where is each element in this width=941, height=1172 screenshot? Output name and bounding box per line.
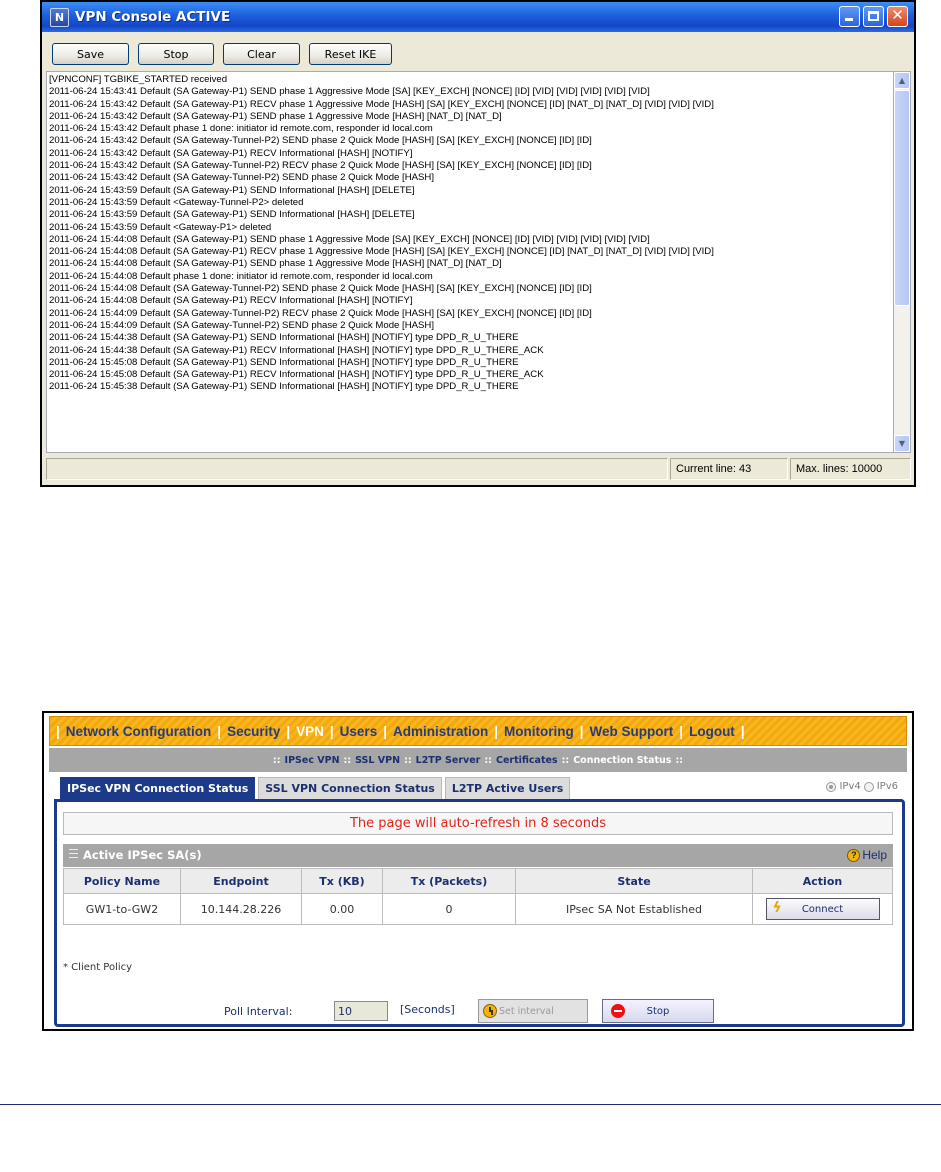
- tab-content: [54, 799, 905, 1027]
- nav-separator: |: [679, 723, 684, 739]
- poll-interval-unit: [Seconds]: [400, 1003, 455, 1016]
- log-output[interactable]: [46, 71, 894, 453]
- page-divider: [0, 1104, 941, 1105]
- col-tx-kb: Tx (KB): [302, 869, 383, 894]
- log-line: 2011-06-24 15:43:41 Default (SA Gateway-P1) SEND phase 1 Aggressive Mode [SA] [KEY_EXCH] [NONCE] [ID] [VID] [VID] [VID] [VID] [VID]: [49, 86, 650, 98]
- clear-button[interactable]: Clear: [223, 43, 300, 65]
- nav-separator: |: [494, 723, 499, 739]
- app-icon: N: [50, 8, 69, 27]
- log-line: 2011-06-24 15:43:42 Default (SA Gateway-P1) RECV Informational [HASH] [NOTIFY]: [49, 147, 413, 159]
- set-interval-button[interactable]: [478, 999, 588, 1023]
- log-line: 2011-06-24 15:43:59 Default (SA Gateway-P1) SEND Informational [HASH] [DELETE]: [49, 209, 415, 221]
- log-line: 2011-06-24 15:44:08 Default phase 1 done: initiator id remote.com, responder id local.com: [49, 270, 433, 282]
- sa-section-title: Active IPSec SA(s): [83, 848, 202, 862]
- connection-status-panel: [42, 711, 914, 1031]
- subnav-separator: ::: [272, 754, 281, 766]
- nav-separator: |: [217, 723, 222, 739]
- log-line: 2011-06-24 15:43:59 Default (SA Gateway-P1) SEND Informational [HASH] [DELETE]: [49, 184, 415, 196]
- main-nav: [49, 716, 907, 746]
- save-button[interactable]: Save: [52, 43, 129, 65]
- log-line: 2011-06-24 15:45:38 Default (SA Gateway-P1) SEND Informational [HASH] [NOTIFY] type DPD_R_U_THERE: [49, 381, 519, 393]
- minimize-button[interactable]: [839, 6, 860, 27]
- log-line: 2011-06-24 15:44:08 Default (SA Gateway-P1) RECV phase 1 Aggressive Mode [HASH] [SA] [KEY_EXCH] [NONCE] [ID] [NAT_D] [NAT_D] [VID] [VID] [VID]: [49, 246, 714, 258]
- col-state: State: [516, 869, 753, 894]
- log-line: 2011-06-24 15:45:08 Default (SA Gateway-P1) SEND Informational [HASH] [NOTIFY] type DPD_R_U_THERE: [49, 356, 519, 368]
- status-empty: [46, 458, 668, 480]
- subnav-item-ssl-vpn[interactable]: SSL VPN: [355, 754, 401, 766]
- nav-item-vpn[interactable]: VPN: [296, 723, 324, 739]
- log-line: 2011-06-24 15:43:42 Default (SA Gateway-Tunnel-P2) SEND phase 2 Quick Mode [HASH] [SA] [KEY_EXCH] [NONCE] [ID] [ID]: [49, 135, 592, 147]
- ip-version-toggle: [826, 781, 898, 792]
- scroll-up-icon[interactable]: ▲: [894, 72, 910, 89]
- sub-nav: [49, 748, 907, 772]
- status-tabs: [60, 777, 570, 799]
- nav-separator: |: [383, 723, 387, 739]
- ipv4-radio[interactable]: [826, 782, 836, 792]
- tx-packets-cell: 0: [383, 894, 516, 925]
- action-cell: [753, 894, 893, 925]
- nav-item-security[interactable]: Security: [227, 723, 281, 739]
- tx-kb-cell: 0.00: [302, 894, 383, 925]
- help-label: Help: [862, 848, 887, 862]
- log-line: 2011-06-24 15:43:42 Default (SA Gateway-P1) SEND phase 1 Aggressive Mode [HASH] [NAT_D] [NAT_D]: [49, 110, 502, 122]
- nav-item-users[interactable]: Users: [339, 723, 378, 739]
- subnav-separator: ::: [343, 754, 352, 766]
- sa-section-header: [63, 844, 893, 867]
- maximize-icon: [868, 11, 879, 21]
- log-line: 2011-06-24 15:43:42 Default (SA Gateway-P1) RECV phase 1 Aggressive Mode [HASH] [SA] [KEY_EXCH] [NONCE] [ID] [NAT_D] [NAT_D] [VID] [VID] [VID]: [49, 98, 714, 110]
- console-toolbar: [52, 43, 392, 65]
- nav-item-monitoring[interactable]: Monitoring: [504, 723, 574, 739]
- help-link[interactable]: [847, 848, 887, 862]
- log-line: 2011-06-24 15:43:42 Default phase 1 done: initiator id remote.com, responder id local.com: [49, 123, 433, 135]
- log-line: 2011-06-24 15:45:08 Default (SA Gateway-P1) RECV Informational [HASH] [NOTIFY] type DPD_R_U_THERE_ACK: [49, 369, 544, 381]
- ipv4-label: IPv4: [839, 781, 861, 792]
- vertical-scrollbar[interactable]: [894, 71, 911, 453]
- connect-button[interactable]: [766, 898, 880, 920]
- tab-ssl-vpn-connection-status[interactable]: SSL VPN Connection Status: [258, 777, 442, 799]
- nav-item-network-configuration[interactable]: Network Configuration: [65, 723, 212, 739]
- subnav-item-connection-status[interactable]: Connection Status: [573, 754, 672, 766]
- nav-separator: |: [56, 723, 60, 739]
- subnav-separator: ::: [675, 754, 684, 766]
- nav-separator: |: [329, 723, 334, 739]
- subnav-separator: ::: [561, 754, 570, 766]
- sa-table: [63, 868, 893, 925]
- window-title: VPN Console ACTIVE: [75, 9, 231, 25]
- clock-icon: [483, 1004, 497, 1018]
- log-line: 2011-06-24 15:44:08 Default (SA Gateway-Tunnel-P2) SEND phase 2 Quick Mode [HASH] [SA] [KEY_EXCH] [NONCE] [ID] [ID]: [49, 283, 592, 295]
- table-row: [64, 894, 893, 925]
- log-line: 2011-06-24 15:44:08 Default (SA Gateway-P1) SEND phase 1 Aggressive Mode [SA] [KEY_EXCH] [NONCE] [ID] [VID] [VID] [VID] [VID] [VID]: [49, 233, 650, 245]
- log-line: [VPNCONF] TGBIKE_STARTED received: [49, 74, 228, 85]
- stop-polling-button[interactable]: [602, 999, 714, 1023]
- col-action: Action: [753, 869, 893, 894]
- status-bar: [46, 458, 911, 482]
- tab-l2tp-active-users[interactable]: L2TP Active Users: [445, 777, 571, 799]
- nav-item-logout[interactable]: Logout: [689, 723, 735, 739]
- client-policy-note: * Client Policy: [63, 962, 133, 973]
- endpoint-cell: 10.144.28.226: [181, 894, 302, 925]
- log-line: 2011-06-24 15:44:08 Default (SA Gateway-P1) SEND phase 1 Aggressive Mode [HASH] [NAT_D] [NAT_D]: [49, 258, 502, 270]
- log-line: 2011-06-24 15:43:42 Default (SA Gateway-Tunnel-P2) SEND phase 2 Quick Mode [HASH]: [49, 172, 435, 184]
- current-line-status: Current line: 43: [670, 458, 788, 480]
- reset-ike-button[interactable]: Reset IKE: [309, 43, 392, 65]
- max-lines-status: Max. lines: 10000: [790, 458, 911, 480]
- lightning-icon: ϟ: [772, 900, 782, 916]
- grid-icon: [69, 849, 78, 860]
- minimize-icon: [845, 18, 853, 21]
- subnav-item-certificates[interactable]: Certificates: [495, 754, 558, 766]
- title-bar[interactable]: [42, 2, 914, 32]
- close-icon: ✕: [891, 6, 904, 24]
- subnav-separator: ::: [404, 754, 412, 766]
- nav-item-administration[interactable]: Administration: [392, 723, 489, 739]
- stop-button[interactable]: Stop: [138, 43, 214, 65]
- scroll-down-icon[interactable]: ▼: [894, 435, 910, 452]
- help-icon: ?: [847, 849, 860, 862]
- policy-name-cell: GW1-to-GW2: [64, 894, 181, 925]
- nav-separator: |: [579, 723, 584, 739]
- col-endpoint: Endpoint: [181, 869, 302, 894]
- subnav-item-l2tp-server[interactable]: L2TP Server: [415, 754, 481, 766]
- connect-label: Connect: [801, 903, 844, 915]
- log-line: 2011-06-24 15:43:59 Default <Gateway-P1> deleted: [49, 221, 272, 233]
- log-line: 2011-06-24 15:44:08 Default (SA Gateway-P1) RECV Informational [HASH] [NOTIFY]: [49, 295, 413, 307]
- col-policy-name: Policy Name: [64, 869, 181, 894]
- auto-refresh-message: The page will auto-refresh in 8 seconds: [63, 812, 893, 835]
- subnav-separator: ::: [484, 754, 492, 766]
- log-line: 2011-06-24 15:44:09 Default (SA Gateway-Tunnel-P2) RECV phase 2 Quick Mode [HASH] [SA] [KEY_EXCH] [NONCE] [ID] [ID]: [49, 307, 592, 319]
- log-line: 2011-06-24 15:44:38 Default (SA Gateway-P1) SEND Informational [HASH] [NOTIFY] type DPD_R_U_THERE: [49, 332, 519, 344]
- close-button[interactable]: [887, 6, 908, 27]
- ipv6-radio[interactable]: [864, 782, 874, 792]
- vpn-console-window: [40, 0, 916, 487]
- log-line: 2011-06-24 15:43:59 Default <Gateway-Tunnel-P2> deleted: [49, 196, 304, 208]
- state-cell: IPsec SA Not Established: [516, 894, 753, 925]
- table-header-row: [64, 869, 893, 894]
- ipv6-label: IPv6: [876, 781, 898, 792]
- log-lines: [47, 72, 893, 394]
- col-tx-packets: Tx (Packets): [383, 869, 516, 894]
- nav-separator: |: [286, 723, 291, 739]
- stop-icon: [611, 1004, 625, 1018]
- nav-separator: |: [740, 723, 745, 739]
- nav-item-web-support[interactable]: Web Support: [589, 723, 674, 739]
- log-line: 2011-06-24 15:43:42 Default (SA Gateway-Tunnel-P2) RECV phase 2 Quick Mode [HASH] [SA] [KEY_EXCH] [NONCE] [ID] [ID]: [49, 160, 592, 172]
- window-controls: [839, 6, 908, 27]
- log-line: 2011-06-24 15:44:38 Default (SA Gateway-P1) RECV Informational [HASH] [NOTIFY] type DPD_R_U_THERE_ACK: [49, 344, 544, 356]
- set-interval-label: Set interval: [499, 1005, 554, 1017]
- log-line: 2011-06-24 15:44:09 Default (SA Gateway-Tunnel-P2) SEND phase 2 Quick Mode [HASH]: [49, 319, 435, 331]
- maximize-button[interactable]: [863, 6, 884, 27]
- tab-ipsec-vpn-connection-status[interactable]: IPSec VPN Connection Status: [60, 777, 255, 799]
- subnav-item-ipsec-vpn[interactable]: IPSec VPN: [284, 754, 340, 766]
- scroll-thumb[interactable]: [894, 90, 910, 306]
- stop-polling-label: Stop: [646, 1005, 670, 1017]
- poll-interval-input[interactable]: [334, 1001, 388, 1021]
- poll-interval-label: Poll Interval:: [224, 1005, 293, 1018]
